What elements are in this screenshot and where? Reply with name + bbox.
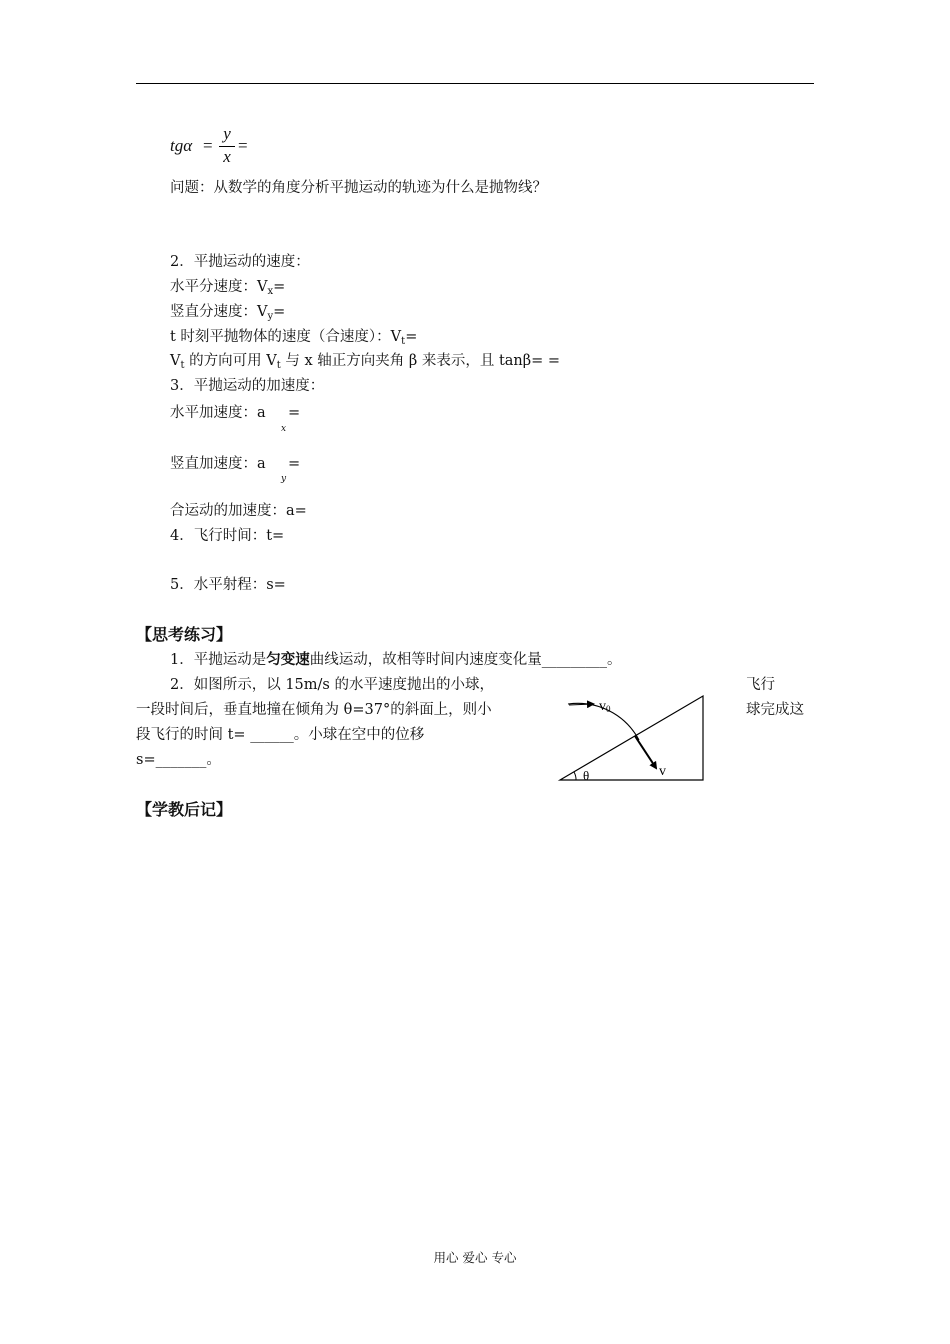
ay-sub: y [281,474,287,484]
header-rule [136,83,814,84]
vt-eq: = [405,329,418,345]
dir-sub: t [180,360,185,371]
q2-line2: 一段时间后，垂直地撞在倾角为 θ=37°的斜面上，则小 [136,702,492,718]
vy-line [170,302,285,324]
formula-numerator: y [223,124,231,143]
ay-eq: = [288,456,301,472]
vy-label: 竖直分速度：V [170,304,268,320]
practice-heading: 【思考练习】 [136,625,233,644]
formula-lhs: tgα [170,136,193,155]
ax-sub: x [281,424,287,434]
vx-eq: = [273,279,286,295]
formula-eq2: = [238,136,248,155]
v-label: v [659,764,666,779]
vx-line [170,277,285,299]
a-line: 合运动的加速度：a= [170,503,307,519]
formula-eq1: = [203,136,213,155]
vt-label: t 时刻平抛物体的速度（合速度）：V [170,329,402,345]
incline-triangle [560,696,703,780]
ax-label: 水平加速度：a [170,405,266,421]
dir-c: 与 x 轴正方向夹角 β 来表示，且 tanβ= = [280,353,561,369]
sec4-title: 4．飞行时间：t= [170,528,285,544]
q1-part-b: 曲线运动，故相等时间内速度变化量_________。 [309,652,622,668]
theta-arc [574,772,576,780]
q2-line3: 段飞行的时间 t= ______。小球在空中的位移 [136,727,425,743]
ax-line [170,403,266,423]
vt-direction-line [170,351,560,373]
vy-sub: y [267,311,274,322]
q2-line4: s=_______。 [136,752,221,768]
dir-sub2: t [276,360,281,371]
q1-bold: 匀变速 [266,651,310,668]
q1-part-a: 1．平抛运动是 [170,652,267,668]
vx-label: 水平分速度：V [170,279,268,295]
formula-denominator: x [223,147,231,166]
ay-label: 竖直加速度：a [170,456,266,472]
q2-line1: 2．如图所示，以 15m/s 的水平速度抛出的小球， [170,677,494,693]
ay-line [170,454,266,474]
v0-arrow [569,704,593,705]
v0-label: v0 [599,699,611,714]
practice-q1 [170,650,621,670]
q2-line1-right: 飞行 [746,677,775,693]
sec5-title: 5．水平射程：s= [170,577,286,593]
question-text: 问题：从数学的角度分析平抛运动的轨迹为什么是抛物线？ [170,180,547,196]
page-footer: 用心 爱心 专心 [433,1250,517,1265]
sec2-title: 2．平抛运动的速度： [170,254,310,270]
dir-a: V [170,353,181,369]
vy-eq: = [273,304,286,320]
vt-sub: t [401,336,406,347]
vx-sub: x [267,286,274,297]
vt-line [170,327,417,349]
q2-line2-right: 球完成这 [746,702,804,718]
incline-figure [555,688,710,788]
v-arrow [635,736,656,768]
ax-eq: = [288,405,301,421]
dir-b: 的方向可用 V [184,353,277,369]
theta-label: θ [583,768,590,783]
sec3-title: 3．平抛运动的加速度： [170,378,325,394]
notes-heading: 【学教后记】 [136,800,233,819]
